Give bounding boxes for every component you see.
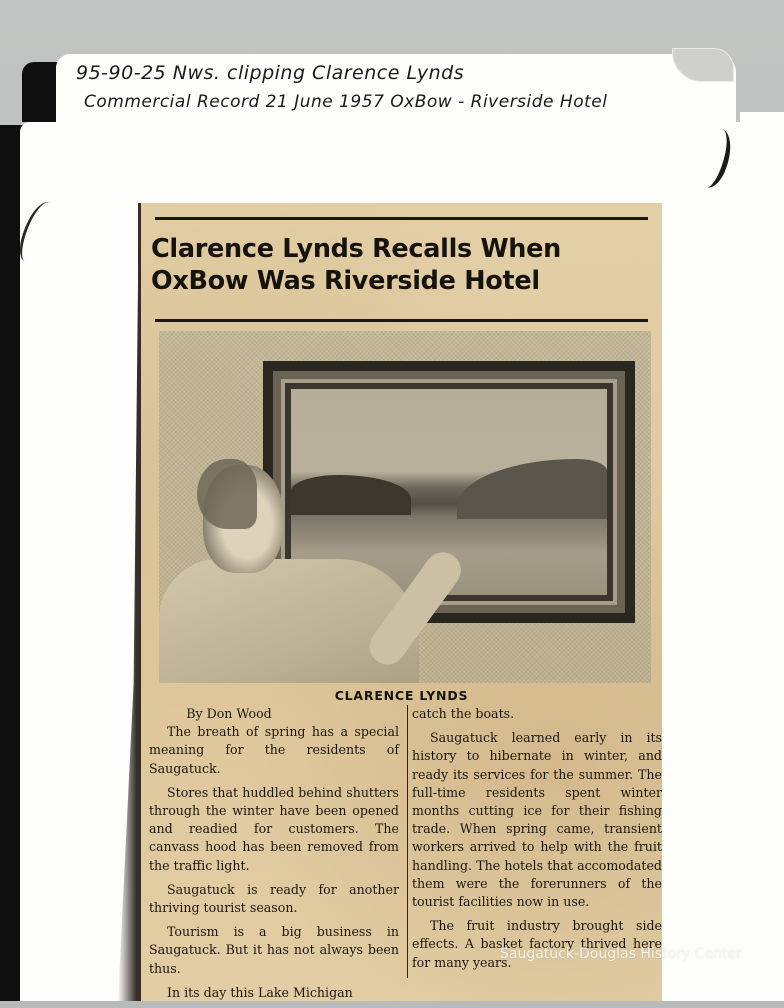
byline: By Don Wood [186, 706, 272, 721]
man-figure-hair [197, 459, 257, 529]
index-card-edge [740, 112, 784, 1001]
article-paragraph: Saugatuck learned early in its history to hibernate in winter, and ready its services for the summer. The full-time residents spent winter months cutting ice for their fishing trade. When spring came, transient workers arrived to help with the fruit handling. The hotels that accomodated them were the forerunners of the tourist facilities now in use. [412, 730, 662, 910]
annotation-line-2: Commercial Record 21 June 1957 OxBow - Riverside Hotel [84, 92, 608, 112]
top-rule [155, 217, 648, 220]
headline [151, 233, 651, 297]
painting-trees [291, 475, 411, 515]
watermark: Saugatuck-Douglas History Center [500, 946, 742, 962]
annotation-line-1: 95-90-25 Nws. clipping Clarence Lynds [76, 62, 465, 84]
article-paragraph: Stores that huddled behind shutters through the winter have been opened and readied for customers. The canvass hood has been removed from the traffic light. [149, 784, 399, 873]
handwritten-annotation [76, 62, 736, 120]
painting-hill [457, 459, 607, 519]
article-paragraph: In its day this Lake Michigan [167, 984, 353, 1000]
article-paragraph-continuation: catch the boats. [412, 706, 515, 721]
headline-line-1: Clarence Lynds Recalls When [151, 234, 561, 264]
article-paragraph: The fruit industry brought side effects. A basket factory thrived here for many years. [412, 918, 662, 970]
newspaper-clipping [138, 203, 662, 1001]
article-column-right [407, 705, 662, 978]
news-photo [159, 331, 651, 683]
article-paragraph: Tourism is a big business in Saugatuck. But it has not always been thus. [149, 924, 399, 976]
article-paragraph: The breath of spring has a special meaning for the residents of Saugatuck. [149, 724, 399, 776]
headline-line-2: OxBow Was Riverside Hotel [151, 266, 540, 296]
headline-rule [155, 319, 648, 322]
photo-caption: CLARENCE LYNDS [334, 688, 469, 703]
article-paragraph: Saugatuck is ready for another thriving tourist season. [149, 881, 399, 916]
article-column-left [149, 705, 399, 1008]
man-figure-body [159, 559, 419, 683]
